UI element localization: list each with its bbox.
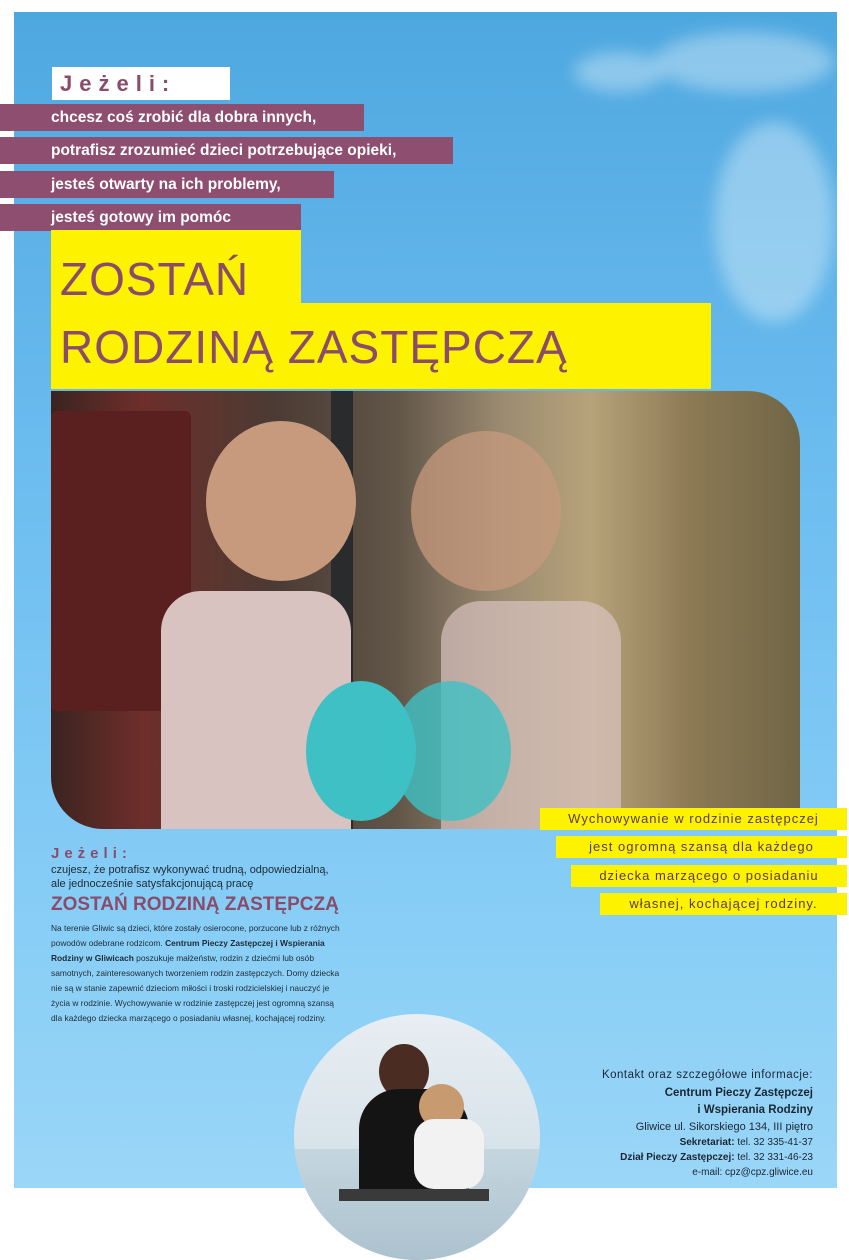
contact-org-1: Centrum Pieczy Zastępczej (664, 1087, 813, 1099)
quote-line-4: własnej, kochającej rodziny. (600, 893, 847, 915)
department-phone: tel. 32 331-46-23 (737, 1152, 813, 1163)
secretariat-phone: tel. 32 335-41-37 (737, 1137, 813, 1148)
quote-line-1: Wychowywanie w rodzinie zastępczej (540, 808, 847, 830)
condition-bar-3: jesteś otwarty na ich problemy, (0, 171, 334, 198)
headline-line-1: ZOSTAŃ (60, 253, 250, 305)
body-line: nie są w stanie zapewnić dzieciom miłości i troski rodzicielskiej i nauczyć je (51, 983, 330, 993)
body-line: Na terenie Gliwic są dzieci, które zostały osierocone, porzucone lub z różnych (51, 923, 340, 933)
quote-line-3: dziecka marzącego o posiadaniu (571, 865, 847, 887)
department-label: Dział Pieczy Zastępczej: (620, 1152, 735, 1163)
condition-bar-1: chcesz coś zrobić dla dobra innych, (0, 104, 364, 131)
condition-bar-4: jesteś gotowy im pomóc (0, 204, 301, 231)
second-jezeli-label: Jeżeli: (51, 845, 132, 862)
contact-intro: Kontakt oraz szczegółowe informacje: (601, 1069, 813, 1081)
body-line: samotnych, zainteresowanych tworzeniem rodzin zastępczych. Domy dziecka (51, 968, 340, 978)
second-headline: ZOSTAŃ RODZINĄ ZASTĘPCZĄ (51, 894, 339, 915)
second-line-1: czujesz, że potrafisz wykonywać trudną, odpowiedzialną, (51, 864, 329, 876)
headline-line-2: RODZINĄ ZASTĘPCZĄ (60, 321, 568, 373)
quote-line-2: jest ogromną szansą dla każdego (556, 836, 847, 858)
body-line: powodów odebrane rodzicom. Centrum Pieczy Zastępczej i Wspierania (51, 938, 325, 948)
contact-address: Gliwice ul. Sikorskiego 134, III piętro (635, 1121, 813, 1133)
body-line: życia w rodzinie. Wychowywanie w rodzinie zastępczej jest ogromną szansą (51, 998, 334, 1008)
jezeli-label: Jeżeli: (60, 71, 177, 96)
secretariat-label: Sekretariat: (679, 1137, 735, 1148)
condition-bar-2: potrafisz zrozumieć dzieci potrzebujące opieki, (0, 137, 453, 164)
contact-org-2: i Wspierania Rodziny (697, 1104, 813, 1116)
contact-email[interactable]: e-mail: cpz@cpz.gliwice.eu (692, 1167, 813, 1178)
contact-department (620, 1152, 813, 1163)
mother-child-photo (294, 1014, 540, 1260)
second-line-2: ale jednocześnie satysfakcjonującą pracę (51, 878, 254, 890)
contact-secretariat (680, 1137, 813, 1148)
body-line: Rodziny w Gliwicach poszukuje małżeństw, rodzin z dziećmi lub osób (51, 953, 314, 963)
body-line: dla każdego dziecka marzącego o posiadaniu własnej, kochającej rodziny. (51, 1013, 326, 1023)
main-photo-girl-window (51, 391, 800, 829)
